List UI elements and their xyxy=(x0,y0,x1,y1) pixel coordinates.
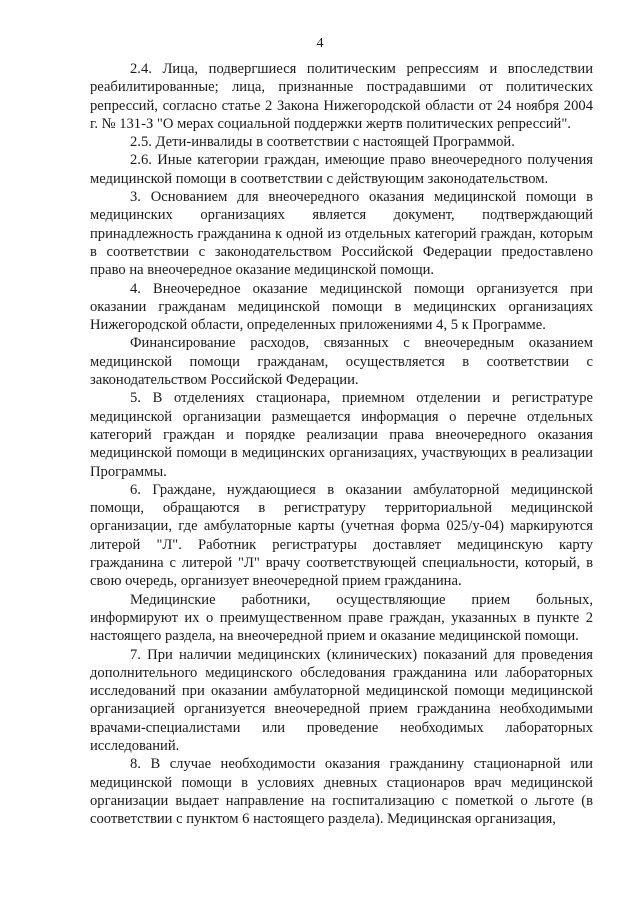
paragraph-5: 5. В отделениях стационара, приемном отделении и регистратуре медицинской организации размещается информация о перечне отдельных категорий граждан и порядке реализации права внеочередного оказания медицинской помощи в медицинских организациях, участвующих в реализации Программы. xyxy=(90,390,593,480)
paragraph-3: 3. Основанием для внеочередного оказания медицинской помощи в медицинских организациях является документ, подтверждающий принадлежность гражданина к одной из отдельных категорий граждан, которым в соответствии с законодательством Российской Федерации предоставлено право на внеочередное оказание медицинской помощи. xyxy=(90,189,593,279)
paragraph-7: 7. При наличии медицинских (клинических) показаний для проведения дополнительного медицинского обследования гражданина или лабораторных исследований при оказании амбулаторной медицинской помощи медицинской организацией организуется внеочередной прием гражданина необходимыми врачами-специалистами или проведение необходимых лабораторных исследований. xyxy=(90,646,593,754)
document-body xyxy=(90,60,593,828)
paragraph-2-5: 2.5. Дети-инвалиды в соответствии с настоящей Программой. xyxy=(130,134,515,151)
page-number: 4 xyxy=(316,36,324,51)
paragraph-2-6: 2.6. Иные категории граждан, имеющие право внеочередного получения медицинской помощи в соответствии с действующим законодательством. xyxy=(90,152,593,187)
paragraph-medical-workers: Медицинские работники, осуществляющие прием больных, информируют их о преимущественном праве граждан, указанных в пункте 2 настоящего раздела, на внеочередной прием и оказание медицинской помощи. xyxy=(90,591,593,645)
paragraph-4: 4. Внеочередное оказание медицинской помощи организуется при оказании гражданам медицинской помощи в медицинских организациях Нижегородской области, определенных приложениями 4, 5 к Программе. xyxy=(90,280,593,334)
paragraph-6: 6. Граждане, нуждающиеся в оказании амбулаторной медицинской помощи, обращаются в регистратуру территориальной медицинской организации, где амбулаторные карты (учетная форма 025/у-04) маркируются литерой "Л". Работник регистратуры доставляет медицинскую карту гражданина с литерой "Л" врачу соответствующей специальности, который, в свою очередь, организует внеочередной прием гражданина. xyxy=(90,481,593,590)
paragraph-8: 8. В случае необходимости оказания гражданину стационарной или медицинской помощи в условиях дневных стационаров врач медицинской организации выдает направление на госпитализацию с пометкой о льготе (в соответствии с пунктом 6 настоящего раздела). Медицинская организация, xyxy=(90,756,593,828)
paragraph-2-4: 2.4. Лица, подвергшиеся политическим репрессиям и впоследствии реабилитированные; лица, признанные пострадавшими от политических репрессий, согласно статье 2 Закона Нижегородской области от 24 ноября 2004 г. № 131-З "О мерах социальной поддержки жертв политических репрессий". xyxy=(90,61,593,132)
paragraph-financing: Финансирование расходов, связанных с внеочередным оказанием медицинской помощи гражданам, осуществляется в соответствии с законодательством Российской Федерации. xyxy=(90,335,593,389)
